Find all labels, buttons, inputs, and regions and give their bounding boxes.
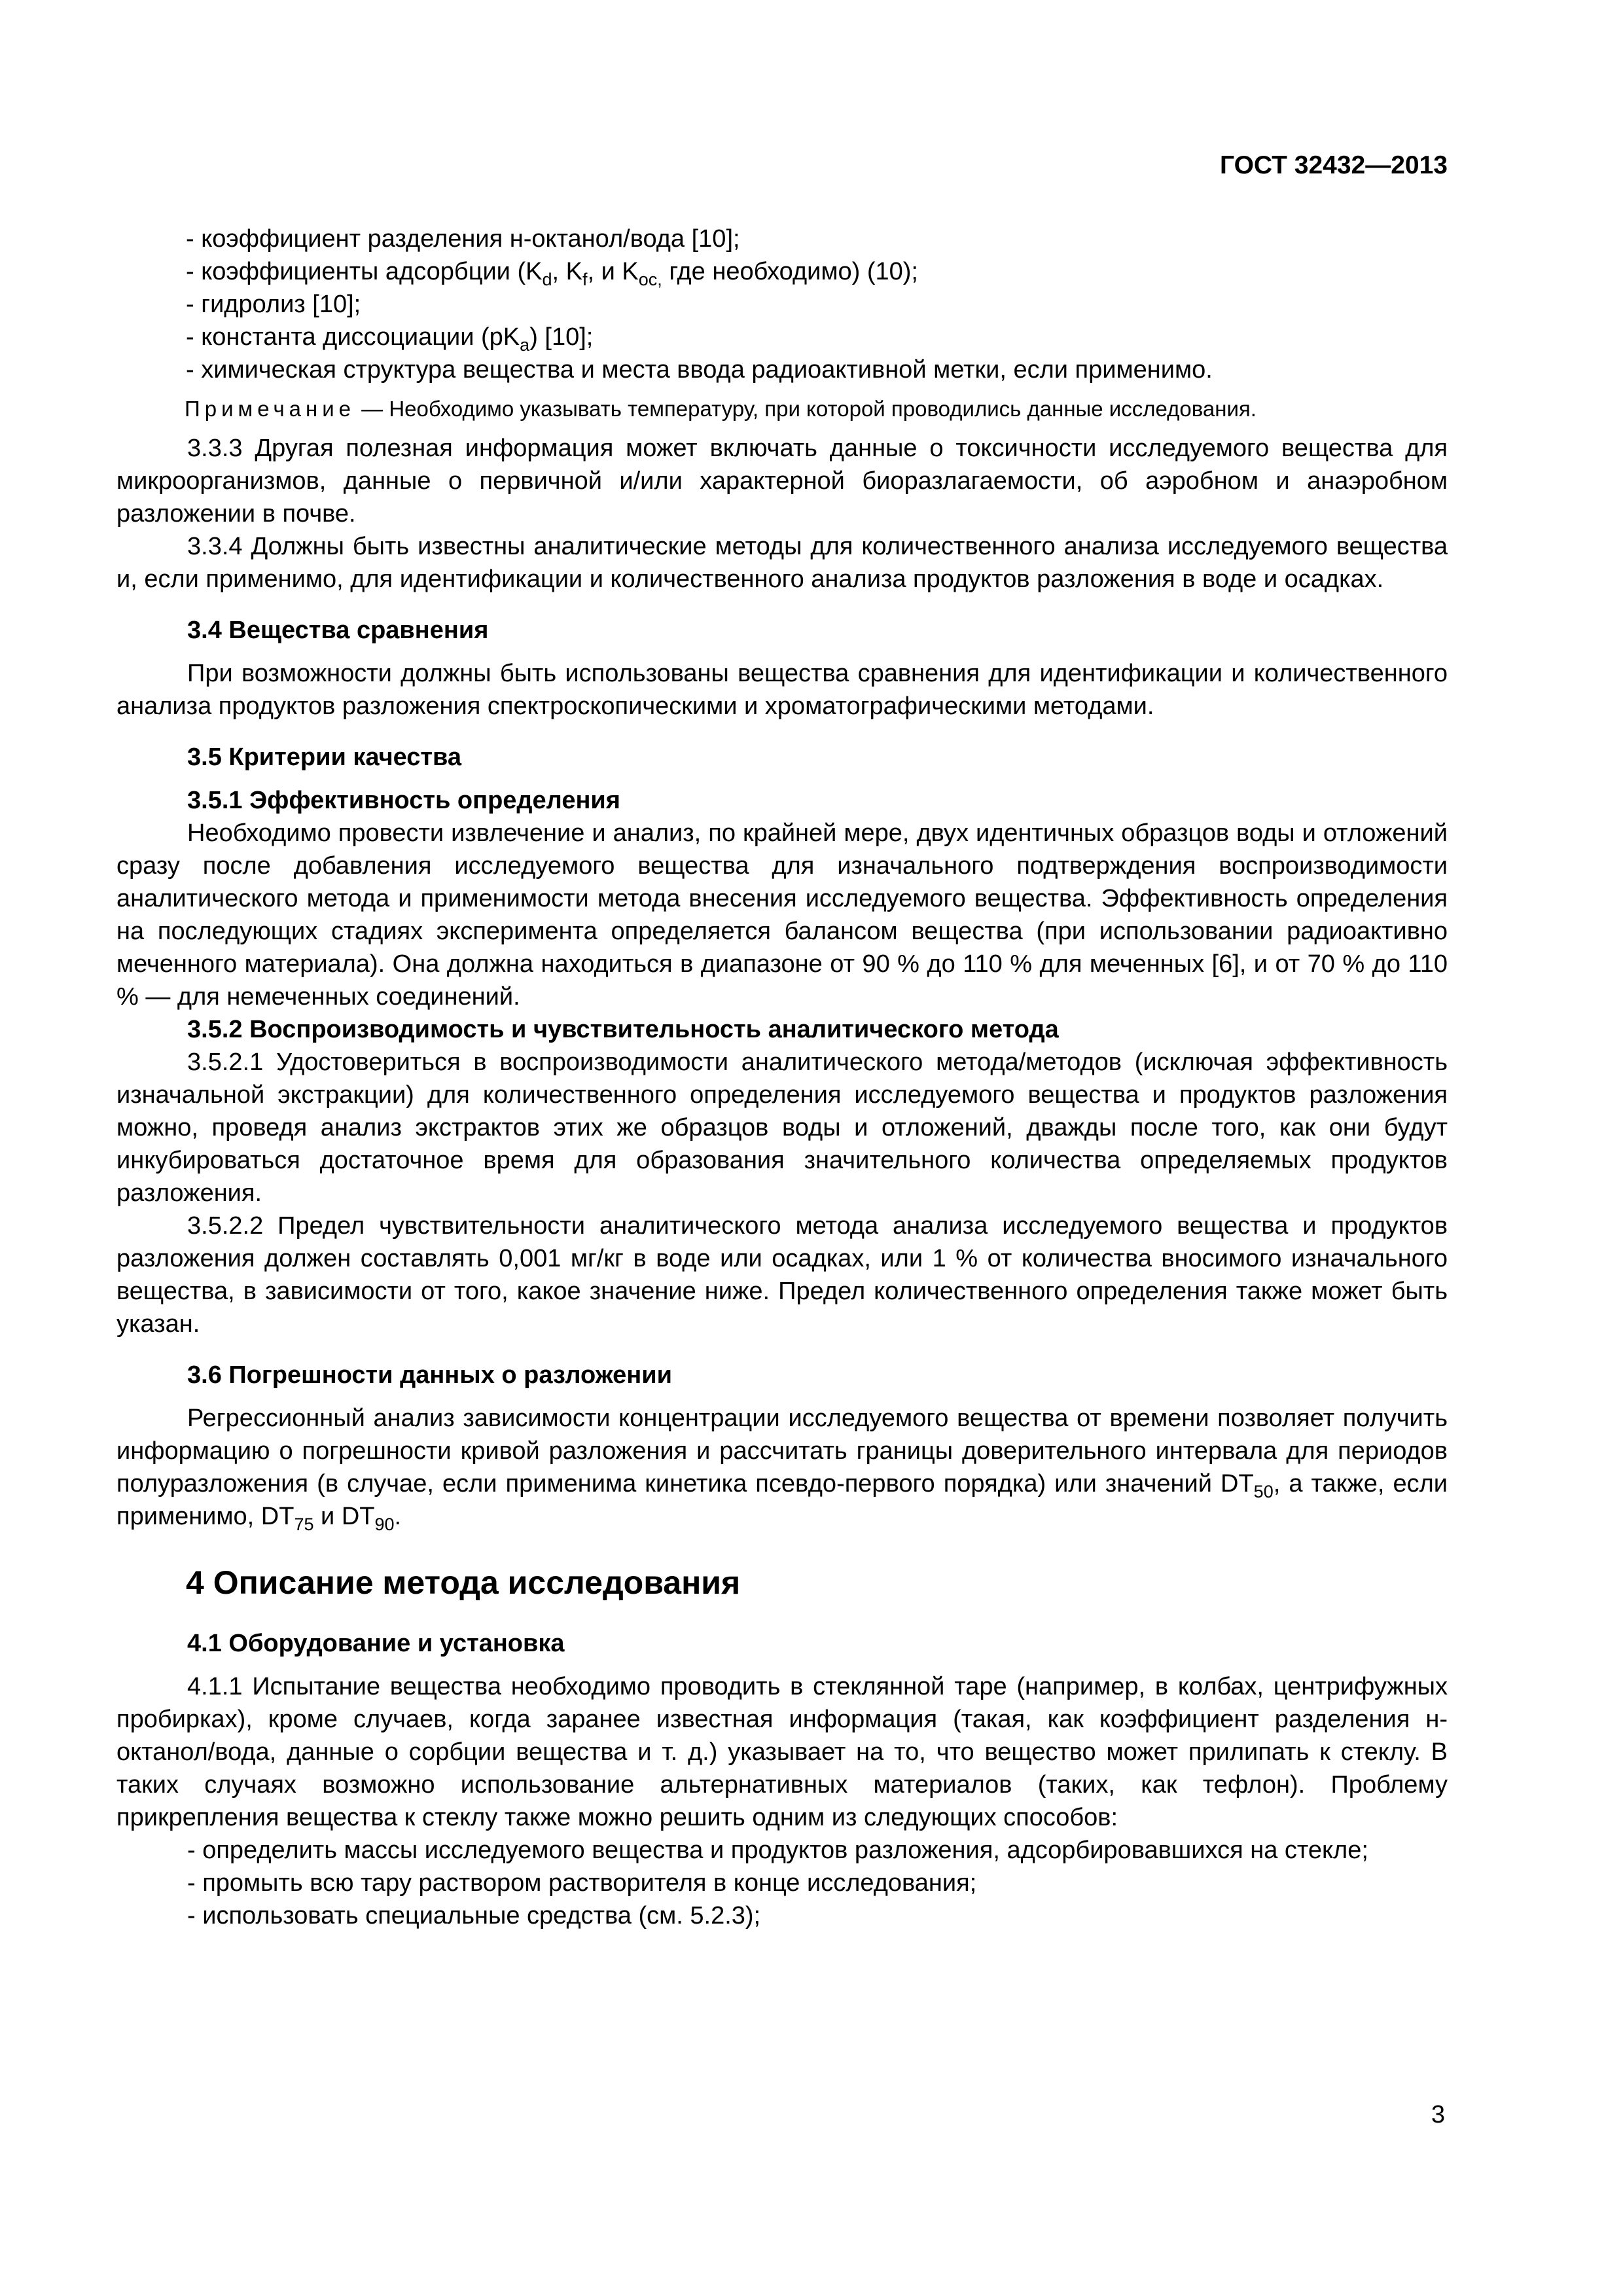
- list-item: - определить массы исследуемого вещества и продуктов разложения, адсорбировавшихся на стекле;: [187, 1837, 1368, 1864]
- section-heading-3-5-1: 3.5.1 Эффективность определения: [187, 787, 620, 814]
- section-heading-3-4: 3.4 Вещества сравнения: [187, 617, 489, 644]
- paragraph-3-3-3: 3.3.3 Другая полезная информация может включать данные о токсичности исследуемого вещества для микроорганизмов, данные о первичной и/или характерной биоразлагаемости, об аэробном и анаэробном разложении в почве.: [116, 435, 1448, 528]
- list-item: - химическая структура вещества и места ввода радиоактивной метки, если применимо.: [186, 356, 1213, 384]
- paragraph-3-4: При возможности должны быть использованы вещества сравнения для идентификации и количественного анализа продуктов разложения спектроскопическими и хроматографическими методами.: [116, 660, 1448, 720]
- note-text: — Необходимо указывать температуру, при которой проводились данные исследования.: [355, 397, 1257, 421]
- list-item: - константа диссоциации $(pK_a)$ [10];: [186, 323, 594, 355]
- page-number: 3: [1431, 2101, 1445, 2128]
- list-item: - гидролиз [10];: [186, 291, 361, 318]
- note-label: Примечание: [185, 397, 356, 421]
- section-heading-3-5: 3.5 Критерии качества: [187, 744, 462, 771]
- section-heading-4: 4 Описание метода исследования: [186, 1564, 741, 1601]
- section-heading-3-5-2: 3.5.2 Воспроизводимость и чувствительность аналитического метода: [187, 1016, 1059, 1043]
- list-item: - промыть всю тару раствором растворителя в конце исследования;: [187, 1869, 977, 1897]
- list-item: - коэффициент разделения н-октанол/вода [10];: [186, 225, 740, 253]
- paragraph-3-5-1: Необходимо провести извлечение и анализ, по крайней мере, двух идентичных образцов воды и отложений сразу после добавления исследуемого вещества для изначального подтверждения воспроизводимости аналитического метода и применимости метода внесения исследуемого вещества. Эффективность определения на последующих стадиях эксперимента определяется балансом вещества (при использовании радиоактивно меченного материала). Она должна находиться в диапазоне от 90 % до 110 % для меченных [6], и от 70 % до 110 % — для немеченных соединений.: [116, 819, 1448, 1011]
- paragraph-3-5-2-2: 3.5.2.2 Предел чувствительности аналитического метода анализа исследуемого вещества и продуктов разложения должен составлять 0,001 мг/кг в воде или осадках, или 1 % от количества вносимого изначального вещества, в зависимости от того, какое значение ниже. Предел количественного определения также может быть указан.: [116, 1212, 1448, 1338]
- document-body: [116, 223, 1448, 1932]
- paragraph-3-5-2-1: 3.5.2.1 Удостовериться в воспроизводимости аналитического метода/методов (исключая эффективность изначальной экстракции) для количественного определения исследуемого вещества и продуктов разложения можно, проведя анализ экстрактов этих же образцов воды и отложений, дважды после того, как они будут инкубироваться достаточное время для образования значительного количества определяемых продуктов разложения.: [116, 1049, 1448, 1207]
- paragraph-3-6: Регрессионный анализ зависимости концентрации исследуемого вещества от времени позволяет получить информацию о погрешности кривой разложения и рассчитать границы доверительного интервала для периодов полуразложения (в случае, если применима кинетика псевдо-первого порядка) или значений $DT_{50}$, а также, если применимо, $DT_{75}$ и $DT_{90}$.: [116, 1405, 1448, 1534]
- properties-list: [116, 223, 1448, 386]
- list-item: - использовать специальные средства (см. 5.2.3);: [187, 1902, 761, 1929]
- paragraph-4-1-1: 4.1.1 Испытание вещества необходимо проводить в стеклянной таре (например, в колбах, центрифужных пробирках), кроме случаев, когда заранее известная информация (такая, как коэффициент разделения н-октанол/вода, данные о сорбции вещества и т. д.) указывает на то, что вещество может прилипать к стеклу. В таких случаях возможно использование альтернативных материалов (таких, как тефлон). Проблему прикрепления вещества к стеклу также можно решить одним из следующих способов:: [116, 1673, 1448, 1831]
- document-header-id: ГОСТ 32432—2013: [1220, 151, 1448, 179]
- note: [185, 394, 1448, 424]
- paragraph-3-3-4: 3.3.4 Должны быть известны аналитические методы для количественного анализа исследуемого вещества и, если применимо, для идентификации и количественного анализа продуктов разложения в воде и осадках.: [116, 533, 1448, 593]
- list-item: - коэффициенты адсорбции ($K_d$, $K_f$, и $K_{oc,}$ где необходимо) (10);: [186, 258, 918, 289]
- section-heading-4-1: 4.1 Оборудование и установка: [187, 1630, 565, 1657]
- methods-list: [116, 1834, 1448, 1932]
- section-heading-3-6: 3.6 Погрешности данных о разложении: [187, 1361, 672, 1389]
